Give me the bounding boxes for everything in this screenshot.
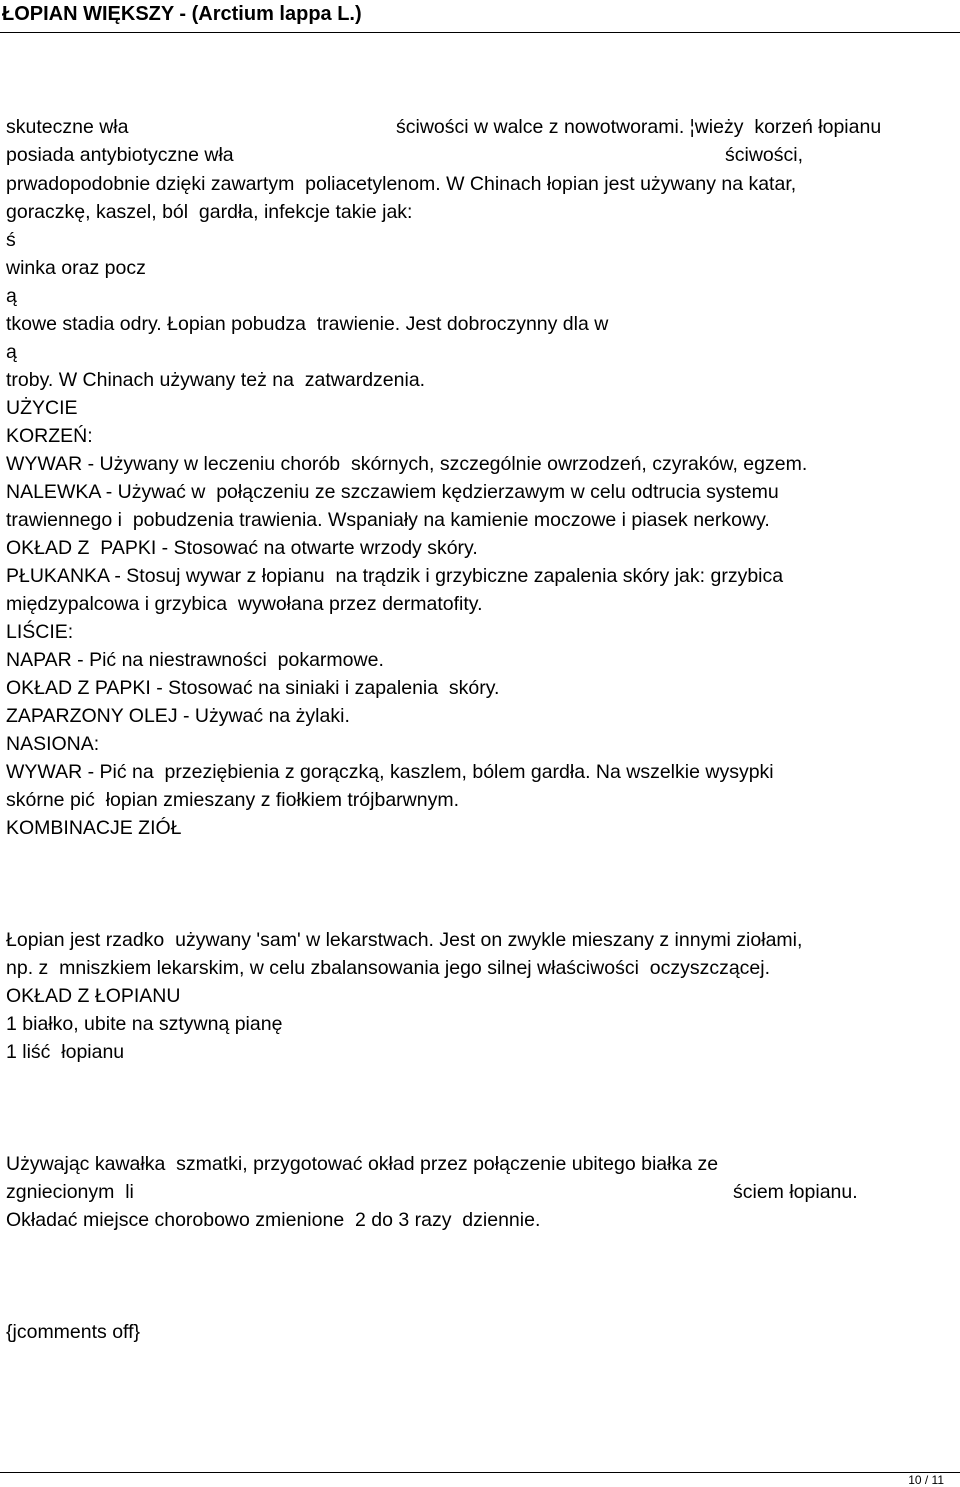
footer-divider xyxy=(0,1472,960,1473)
text-line: WYWAR - Używany w leczeniu chorób skórnych, szczególnie owrzodzeń, czyraków, egzem. xyxy=(6,453,808,475)
text-line: ą xyxy=(6,341,17,363)
text-line: troby. W Chinach używany też na zatwardzenia. xyxy=(6,369,426,391)
text-line: Okładać miejsce chorobowo zmienione 2 do 3 razy dziennie. xyxy=(6,1209,541,1231)
text-line: posiada antybiotyczne wła ściwości, xyxy=(6,144,804,166)
text-line: NAPAR - Pić na niestrawności pokarmowe. xyxy=(6,649,384,671)
text-line: {jcomments off} xyxy=(6,1321,141,1343)
text-line: PŁUKANKA - Stosuj wywar z łopianu na trądzik i grzybiczne zapalenia skóry jak: grzybica xyxy=(6,565,784,587)
subsection-heading: NASIONA: xyxy=(6,733,100,755)
text-line: tkowe stadia odry. Łopian pobudza trawienie. Jest dobroczynny dla w xyxy=(6,313,609,335)
page-number: 10 / 11 xyxy=(908,1473,944,1487)
text-line: OKŁAD Z PAPKI - Stosować na otwarte wrzody skóry. xyxy=(6,537,478,559)
text-line: winka oraz pocz xyxy=(6,257,146,279)
text-line: trawiennego i pobudzenia trawienia. Wspaniały na kamienie moczowe i piasek nerkowy. xyxy=(6,509,770,531)
section-heading: UŻYCIE xyxy=(6,397,78,419)
text-line: Łopian jest rzadko używany 'sam' w lekarstwach. Jest on zwykle mieszany z innymi ziołami, xyxy=(6,929,803,951)
text-line: skuteczne wła ściwości w walce z nowotworami. ¦wieży korzeń łopianu xyxy=(6,116,882,138)
subsection-heading: LIŚCIE: xyxy=(6,621,74,643)
text-line: 1 białko, ubite na sztywną pianę xyxy=(6,1013,283,1035)
text-line: NALEWKA - Używać w połączeniu ze szczawiem kędzierzawym w celu odtrucia systemu xyxy=(6,481,779,503)
text-line: OKŁAD Z PAPKI - Stosować na siniaki i zapalenia skóry. xyxy=(6,677,500,699)
page-header-title: ŁOPIAN WIĘKSZY - (Arctium lappa L.) xyxy=(2,3,362,25)
subsection-heading: KORZEŃ: xyxy=(6,425,93,447)
text-line: np. z mniszkiem lekarskim, w celu zbalansowania jego silnej właściwości oczyszczącej. xyxy=(6,957,771,979)
header-divider xyxy=(0,32,960,33)
text-line: ZAPARZONY OLEJ - Używać na żylaki. xyxy=(6,705,350,727)
text-line: ą xyxy=(6,285,17,307)
section-heading: OKŁAD Z ŁOPIANU xyxy=(6,985,181,1007)
text-line: prwadopodobnie dzięki zawartym poliacetylenom. W Chinach łopian jest używany na katar, xyxy=(6,173,797,195)
text-line: ś xyxy=(6,229,16,251)
text-line: Używając kawałka szmatki, przygotować okład przez połączenie ubitego białka ze xyxy=(6,1153,719,1175)
text-line: zgniecionym li ściem łopianu. xyxy=(6,1181,858,1203)
text-line: WYWAR - Pić na przeziębienia z gorączką, kaszlem, bólem gardła. Na wszelkie wysypki xyxy=(6,761,774,783)
text-line: międzypalcowa i grzybica wywołana przez dermatofity. xyxy=(6,593,483,615)
text-line: 1 liść łopianu xyxy=(6,1041,125,1063)
text-line: goraczkę, kaszel, ból gardła, infekcje takie jak: xyxy=(6,201,413,223)
text-line: skórne pić łopian zmieszany z fiołkiem trójbarwnym. xyxy=(6,789,459,811)
section-heading: KOMBINACJE ZIÓŁ xyxy=(6,817,182,839)
